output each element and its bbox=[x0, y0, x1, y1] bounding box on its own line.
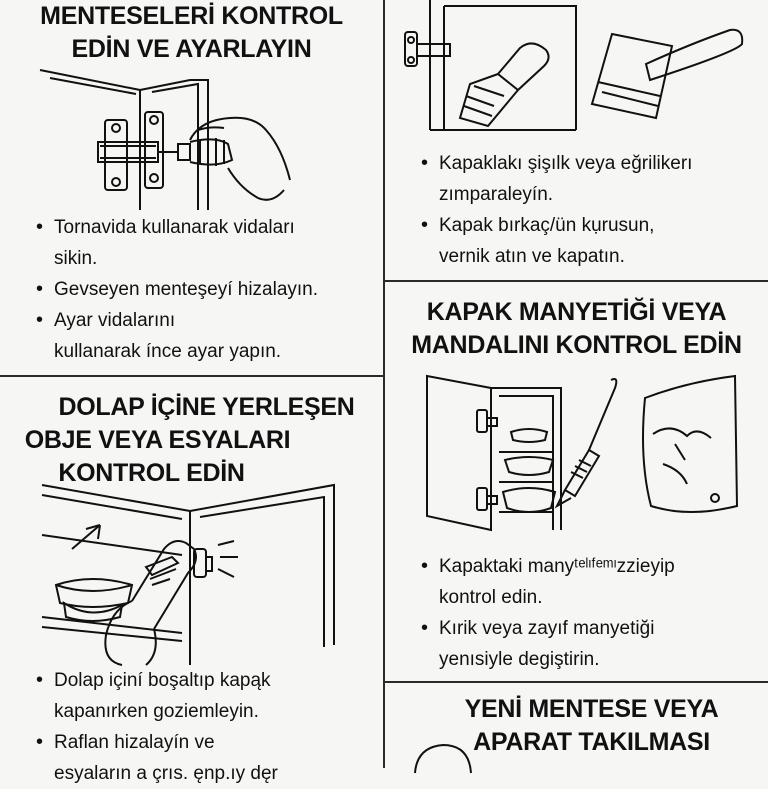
bullet-list bbox=[34, 665, 379, 789]
panel-sanding bbox=[385, 0, 768, 280]
bullet-item: • Raflan hizalayín ve esyaların a çrıs. ęnp.ıy dęr bbox=[34, 727, 379, 789]
magnet-latch-illustration bbox=[425, 374, 745, 534]
panel-title-line: KAPAK MANYETİĞİ VEYA bbox=[426, 298, 727, 326]
panel-title-line: OBJE VEYA ESYALARI bbox=[24, 426, 291, 454]
bullet-item: • Kırik veya zayıf manyetiği yenısiyle degiştirin. bbox=[419, 613, 764, 675]
panel-title-line: APARAT TAKILMASI bbox=[473, 728, 710, 756]
sanding-tools-illustration bbox=[400, 0, 740, 135]
bullet-list bbox=[419, 148, 764, 272]
bullet-item: • Ayar vidalarını kullanarak ínce ayar yapın. bbox=[34, 305, 379, 367]
panel-title bbox=[0, 391, 383, 490]
cabinet-objects-illustration bbox=[42, 485, 342, 665]
panel-title-line: MENTESELERİ KONTROL bbox=[40, 2, 343, 30]
hinge-adjust-illustration bbox=[40, 70, 300, 210]
bullet-list bbox=[34, 212, 379, 367]
panel-title bbox=[385, 296, 768, 362]
panel-title-line: KONTROL EDİN bbox=[58, 459, 245, 487]
bullet-list bbox=[419, 551, 764, 675]
bullet-item: • Kapaktaki manyᵗᵉˡᶦᶠᵉᵐᶦzzieyip kontrol edin. bbox=[419, 551, 764, 613]
panel-title bbox=[0, 0, 383, 66]
panel-hinges bbox=[0, 0, 383, 375]
bullet-item: • Dolap içiní boşaltıp kapąk kapanırken goziemleyin. bbox=[34, 665, 379, 727]
bullet-item: • Gevseyen menteşeyí hizalayın. bbox=[34, 274, 379, 305]
bullet-item: • Tornavida kullanarak vidaları sikin. bbox=[34, 212, 379, 274]
panel-objects bbox=[0, 377, 383, 784]
new-hinge-illustration bbox=[413, 743, 473, 773]
panel-title-line: YENİ MENTESE VEYA bbox=[464, 695, 719, 723]
bullet-item: • Kapaklakı şişılk veya eğrilikerı zımparaleyín. bbox=[419, 148, 764, 210]
panel-magnet bbox=[385, 282, 768, 681]
panel-title-line: DOLAP İÇİNE YERLEŞEN bbox=[58, 393, 355, 421]
panel-title-line: EDİN VE AYARLAYIN bbox=[71, 35, 312, 63]
panel-title-line: MANDALINI KONTROL EDİN bbox=[411, 331, 742, 359]
bullet-item: • Kapak bırkaç/ün kụrusun, vernik atın ve kapatın. bbox=[419, 210, 764, 272]
panel-new-hinge bbox=[385, 683, 768, 768]
